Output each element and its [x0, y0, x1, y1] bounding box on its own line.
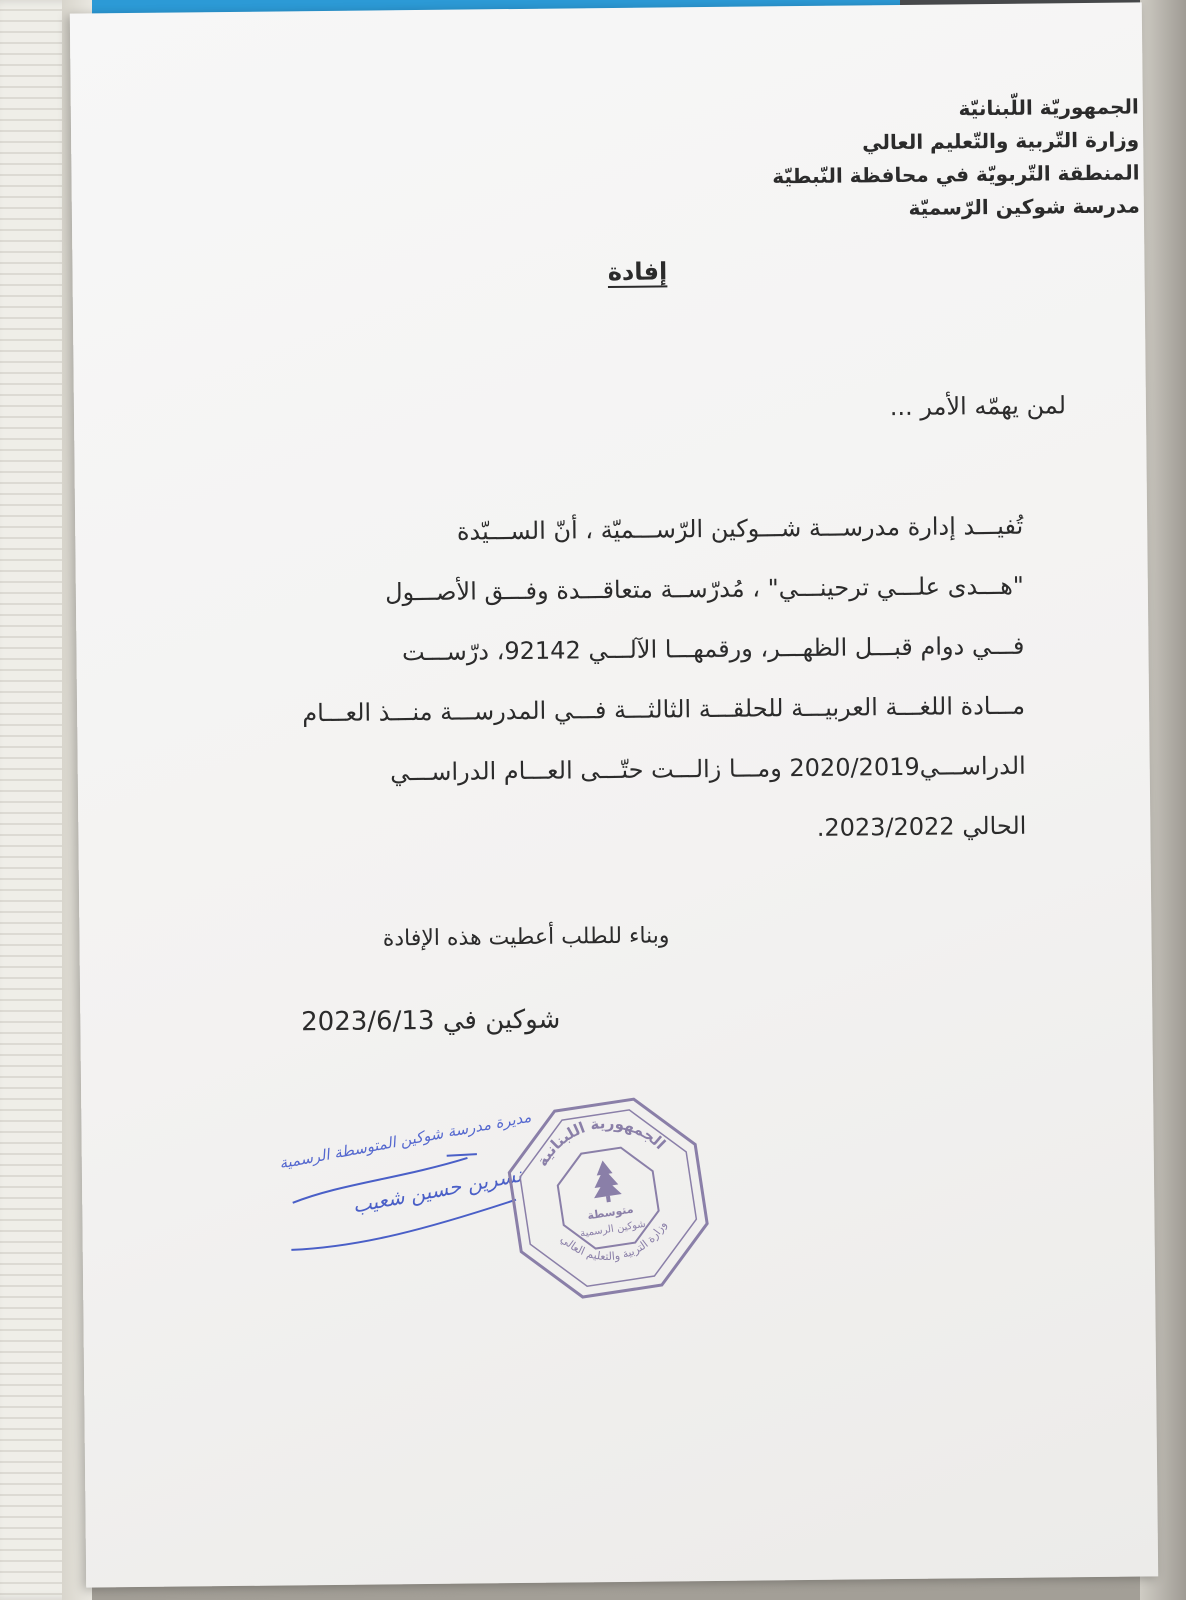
- closing-statement: وبناء للطلب أعطيت هذه الإفادة: [382, 923, 670, 952]
- stamp-inner-line2: شوكين الرسمية: [579, 1218, 647, 1240]
- body-line: الدراســـي2020/2019 ومـــا زالـــت حتّـــى العـــام الدراســـي: [390, 751, 1026, 787]
- signature-title-line: مديرة مدرسة شوكين المتوسطة الرسمية: [277, 1107, 533, 1173]
- letterhead-line-region: المنطقة التّربويّة في محافظة النّبطيّة: [772, 160, 1140, 189]
- letterhead-line-ministry: وزارة التّربية والتّعليم العالي: [862, 127, 1140, 155]
- body-line: تُفيـــد إدارة مدرســـة شـــوكين الرّســـميّة ، أنّ الســـيّدة: [456, 511, 1024, 546]
- document-title: إفادة: [607, 257, 668, 287]
- place-and-date: شوكين في 2023/6/13: [301, 1004, 561, 1038]
- stamp-outer-text: الجمهورية اللبنانية: [532, 1113, 670, 1170]
- document-paper: [70, 2, 1158, 1587]
- body-line: "هـــدى علـــي ترحينـــي" ، مُدرّســة متعاقـــدة وفـــق الأصـــول: [385, 571, 1024, 607]
- body-line: فـــي دوام قبـــل الظهـــر، ورقمهـــا الآلـــي 92142، درّســـت: [401, 631, 1025, 667]
- letterhead: [659, 90, 1140, 227]
- stamp-inner-line1: متوسطة: [586, 1202, 635, 1223]
- salutation: لمن يهمّه الأمر ...: [889, 391, 1067, 422]
- official-stamp: [494, 1084, 722, 1312]
- stamp-bottom-text: وزارة التربية والتعليم العالي: [557, 1218, 670, 1264]
- letterhead-line-republic: الجمهوريّة اللّبنانيّة: [958, 94, 1139, 121]
- body-line: الحالي 2023/2022.: [816, 811, 1027, 842]
- cedar-icon: [589, 1158, 623, 1204]
- certificate-body: [167, 496, 1027, 865]
- signature-name: نسرين حسين شعيب: [350, 1162, 524, 1218]
- letterhead-line-school: مدرسة شوكين الرّسميّة: [908, 193, 1140, 220]
- body-line: مـــادة اللغـــة العربيـــة للحلقـــة الثالثـــة فـــي المدرســـة منـــذ العـــام: [302, 691, 1026, 728]
